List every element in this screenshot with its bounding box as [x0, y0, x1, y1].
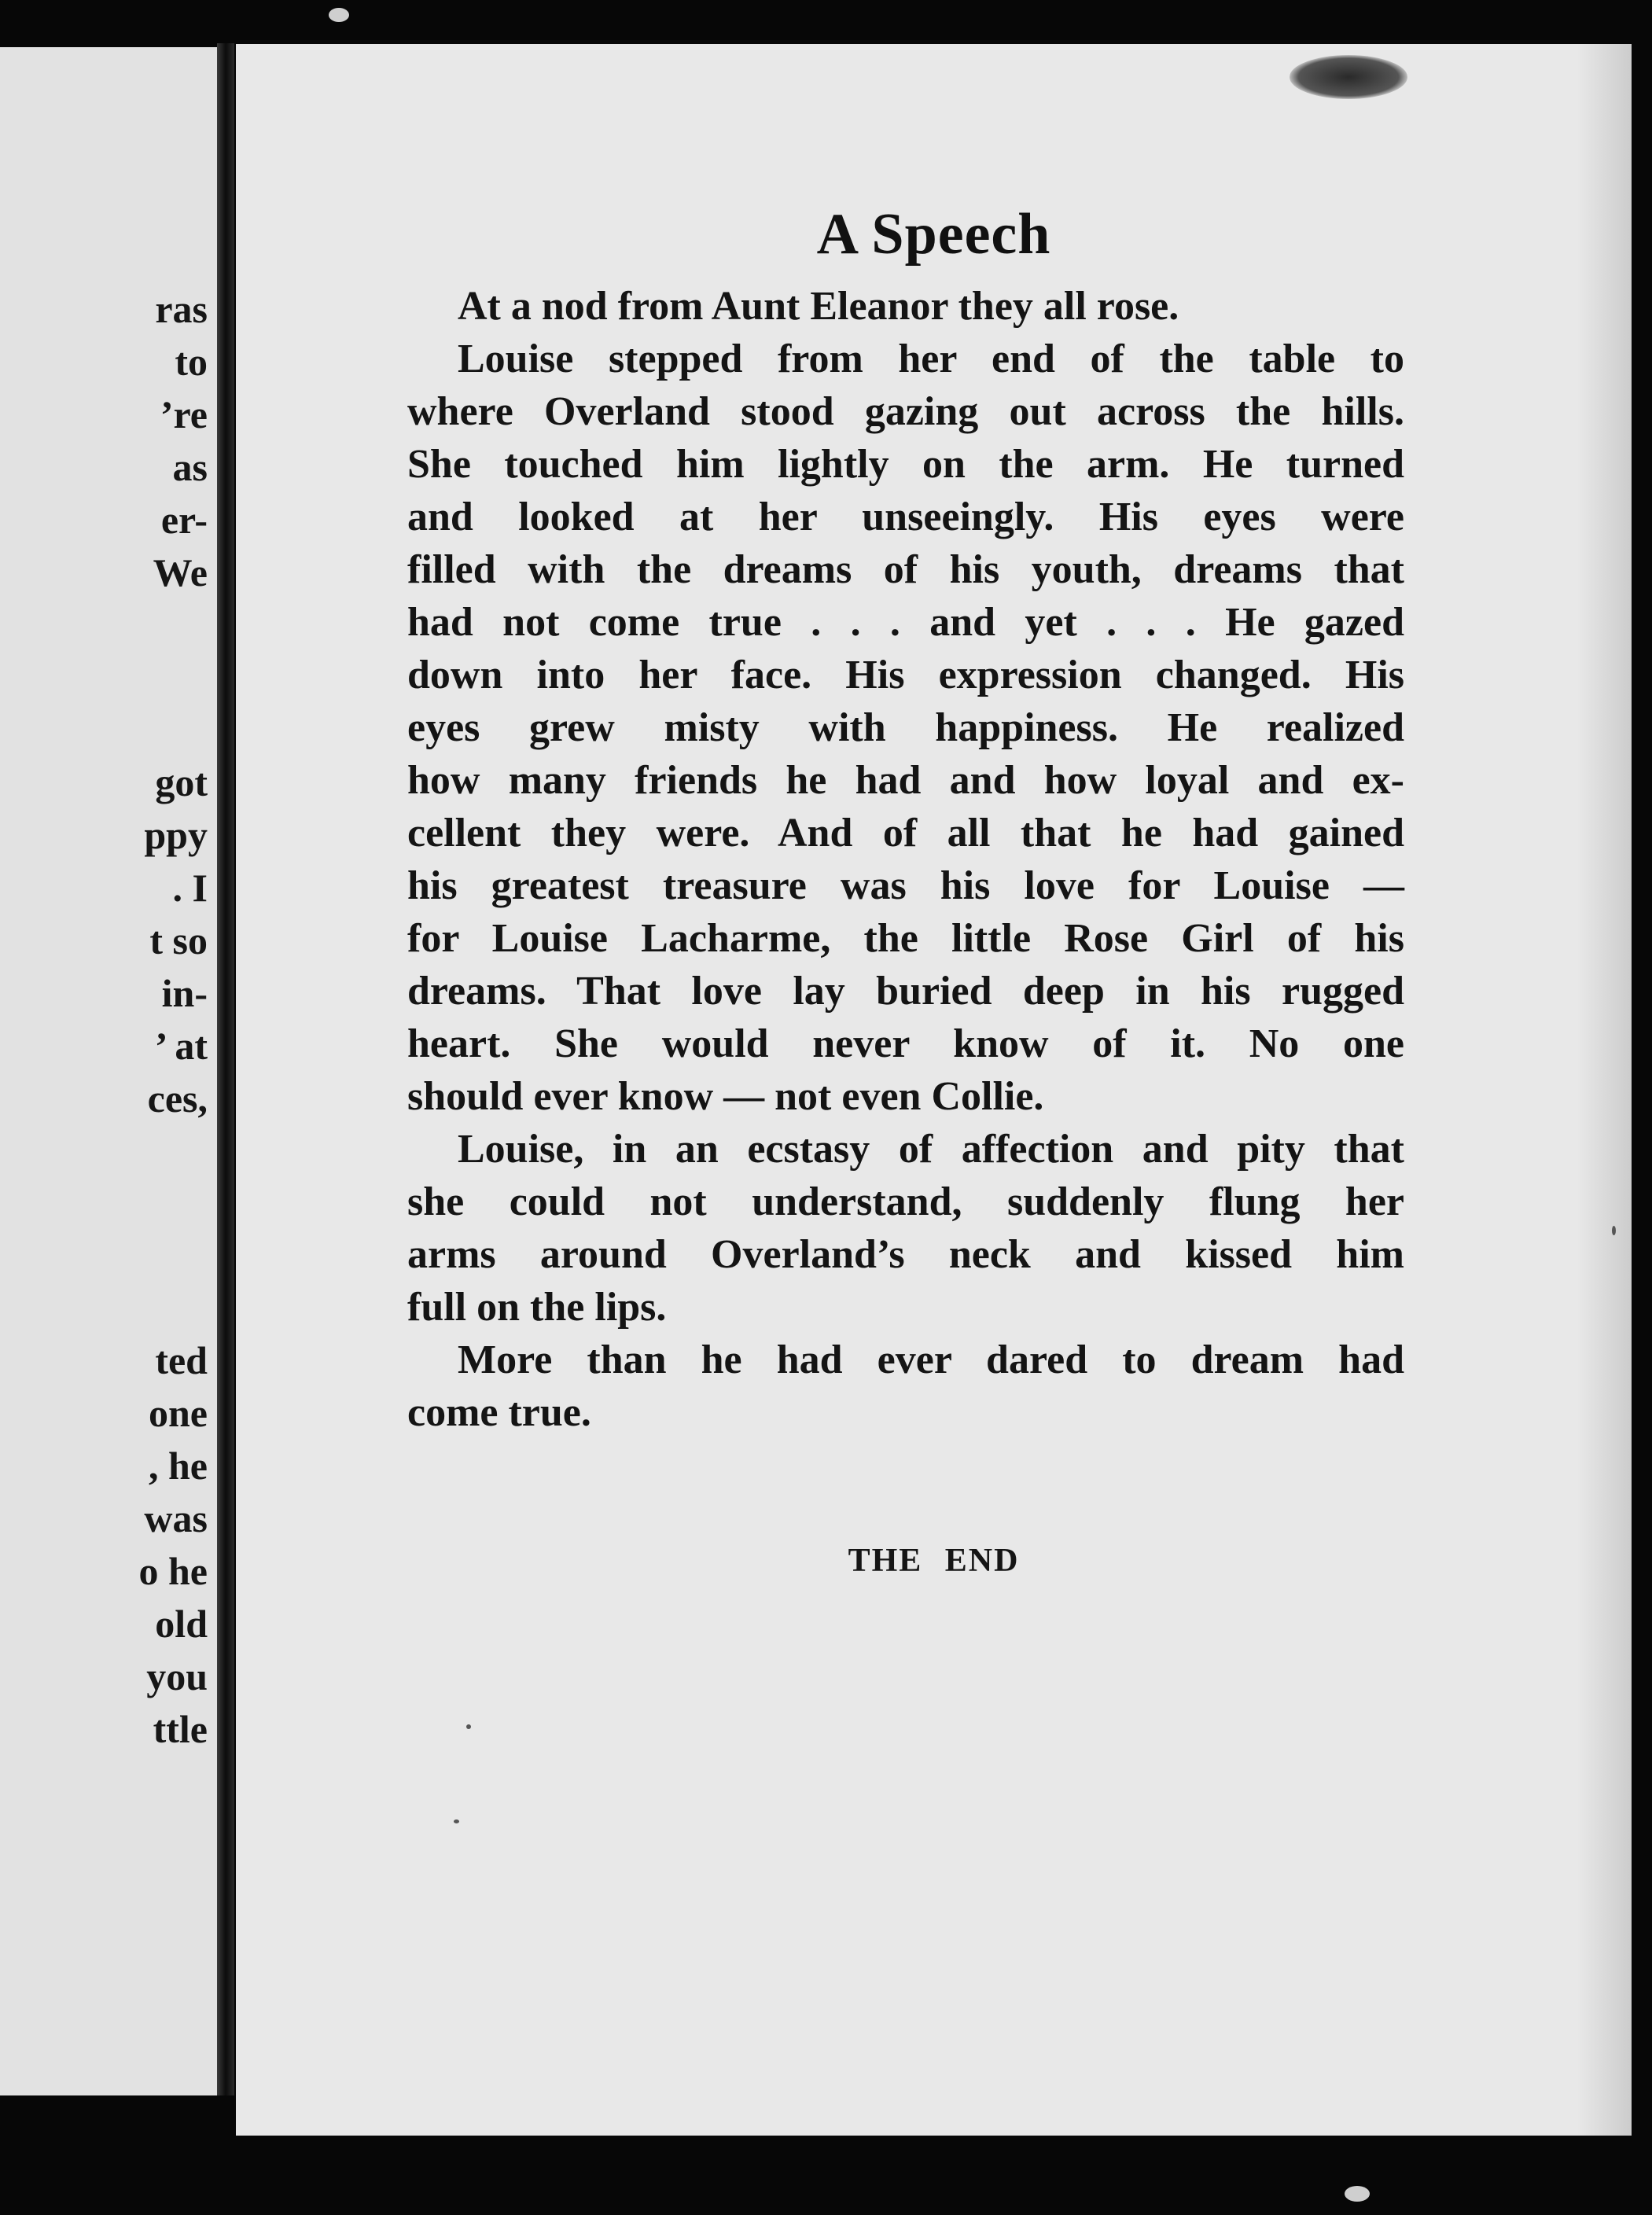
fragment: t so	[149, 918, 208, 962]
fragment: one	[149, 1391, 208, 1435]
fragment: ’re	[160, 392, 208, 436]
text-line: full on the lips.	[407, 1285, 667, 1330]
page-edge-shadow	[1577, 44, 1632, 2136]
text-line: Louise, in an ecstasy of affection and pity that	[458, 1127, 1404, 1172]
chapter-body	[407, 280, 1404, 1439]
scan-speck	[1612, 1226, 1616, 1235]
fragment: was	[144, 1496, 208, 1540]
text-line: arms around Overland’s neck and kissed him	[407, 1232, 1404, 1277]
fragment: ces,	[147, 1076, 208, 1120]
text-line: and looked at her unseeingly. His eyes were	[407, 495, 1404, 539]
book-gutter	[217, 43, 234, 2095]
scan-speck	[329, 8, 349, 22]
text-line: She touched him lightly on the arm. He turned	[407, 442, 1404, 487]
end-mark: THE END	[848, 1543, 1020, 1579]
chapter-title: A Speech	[816, 202, 1051, 267]
scan-blot	[1290, 55, 1407, 99]
text-line: eyes grew misty with happiness. He realized	[407, 705, 1404, 750]
previous-page-fragments-1	[50, 283, 208, 599]
fragment: in-	[161, 971, 208, 1015]
scan-speck	[454, 1819, 459, 1823]
fragment: to	[175, 340, 208, 384]
fragment: ted	[155, 1338, 208, 1382]
fragment: o he	[138, 1549, 208, 1593]
text-line: she could not understand, suddenly flung her	[407, 1179, 1404, 1224]
text-line: where Overland stood gazing out across the hills.	[407, 389, 1404, 434]
fragment: as	[172, 445, 208, 489]
fragment: . I	[172, 866, 208, 910]
fragment: ’ at	[154, 1024, 208, 1068]
text-line: cellent they were. And of all that he had gained	[407, 811, 1404, 855]
fragment: ras	[155, 287, 208, 331]
text-line: had not come true . . . and yet . . . He gazed	[407, 600, 1404, 645]
book-page	[236, 44, 1632, 2136]
text-line: for Louise Lacharme, the little Rose Girl of his	[407, 916, 1404, 961]
scan-speck	[466, 1724, 471, 1729]
text-line: down into her face. His expression changed. His	[407, 653, 1404, 697]
fragment: old	[155, 1602, 208, 1646]
fragment: ppy	[144, 813, 208, 857]
previous-page-fragments-3	[50, 1334, 208, 1756]
previous-page-edge	[0, 47, 222, 2095]
text-line: Louise stepped from her end of the table to	[458, 337, 1404, 381]
text-line: filled with the dreams of his youth, dreams that	[407, 547, 1404, 592]
scan-speck	[1345, 2186, 1370, 2202]
text-line: come true.	[407, 1390, 591, 1435]
fragment: ttle	[153, 1707, 208, 1751]
text-line: More than he had ever dared to dream had	[458, 1337, 1404, 1382]
text-line: At a nod from Aunt Eleanor they all rose.	[458, 284, 1179, 329]
fragment: er-	[160, 498, 208, 542]
fragment: got	[155, 760, 208, 804]
text-line: his greatest treasure was his love for Louise —	[407, 863, 1404, 908]
fragment: We	[153, 550, 208, 594]
text-line: heart. She would never know of it. No one	[407, 1021, 1404, 1066]
previous-page-fragments-2	[50, 756, 208, 1125]
text-line: dreams. That love lay buried deep in his rugged	[407, 969, 1404, 1014]
fragment: , he	[149, 1444, 208, 1488]
text-line: how many friends he had and how loyal and ex-	[407, 758, 1404, 803]
fragment: you	[146, 1654, 208, 1698]
text-line: should ever know — not even Collie.	[407, 1074, 1044, 1119]
